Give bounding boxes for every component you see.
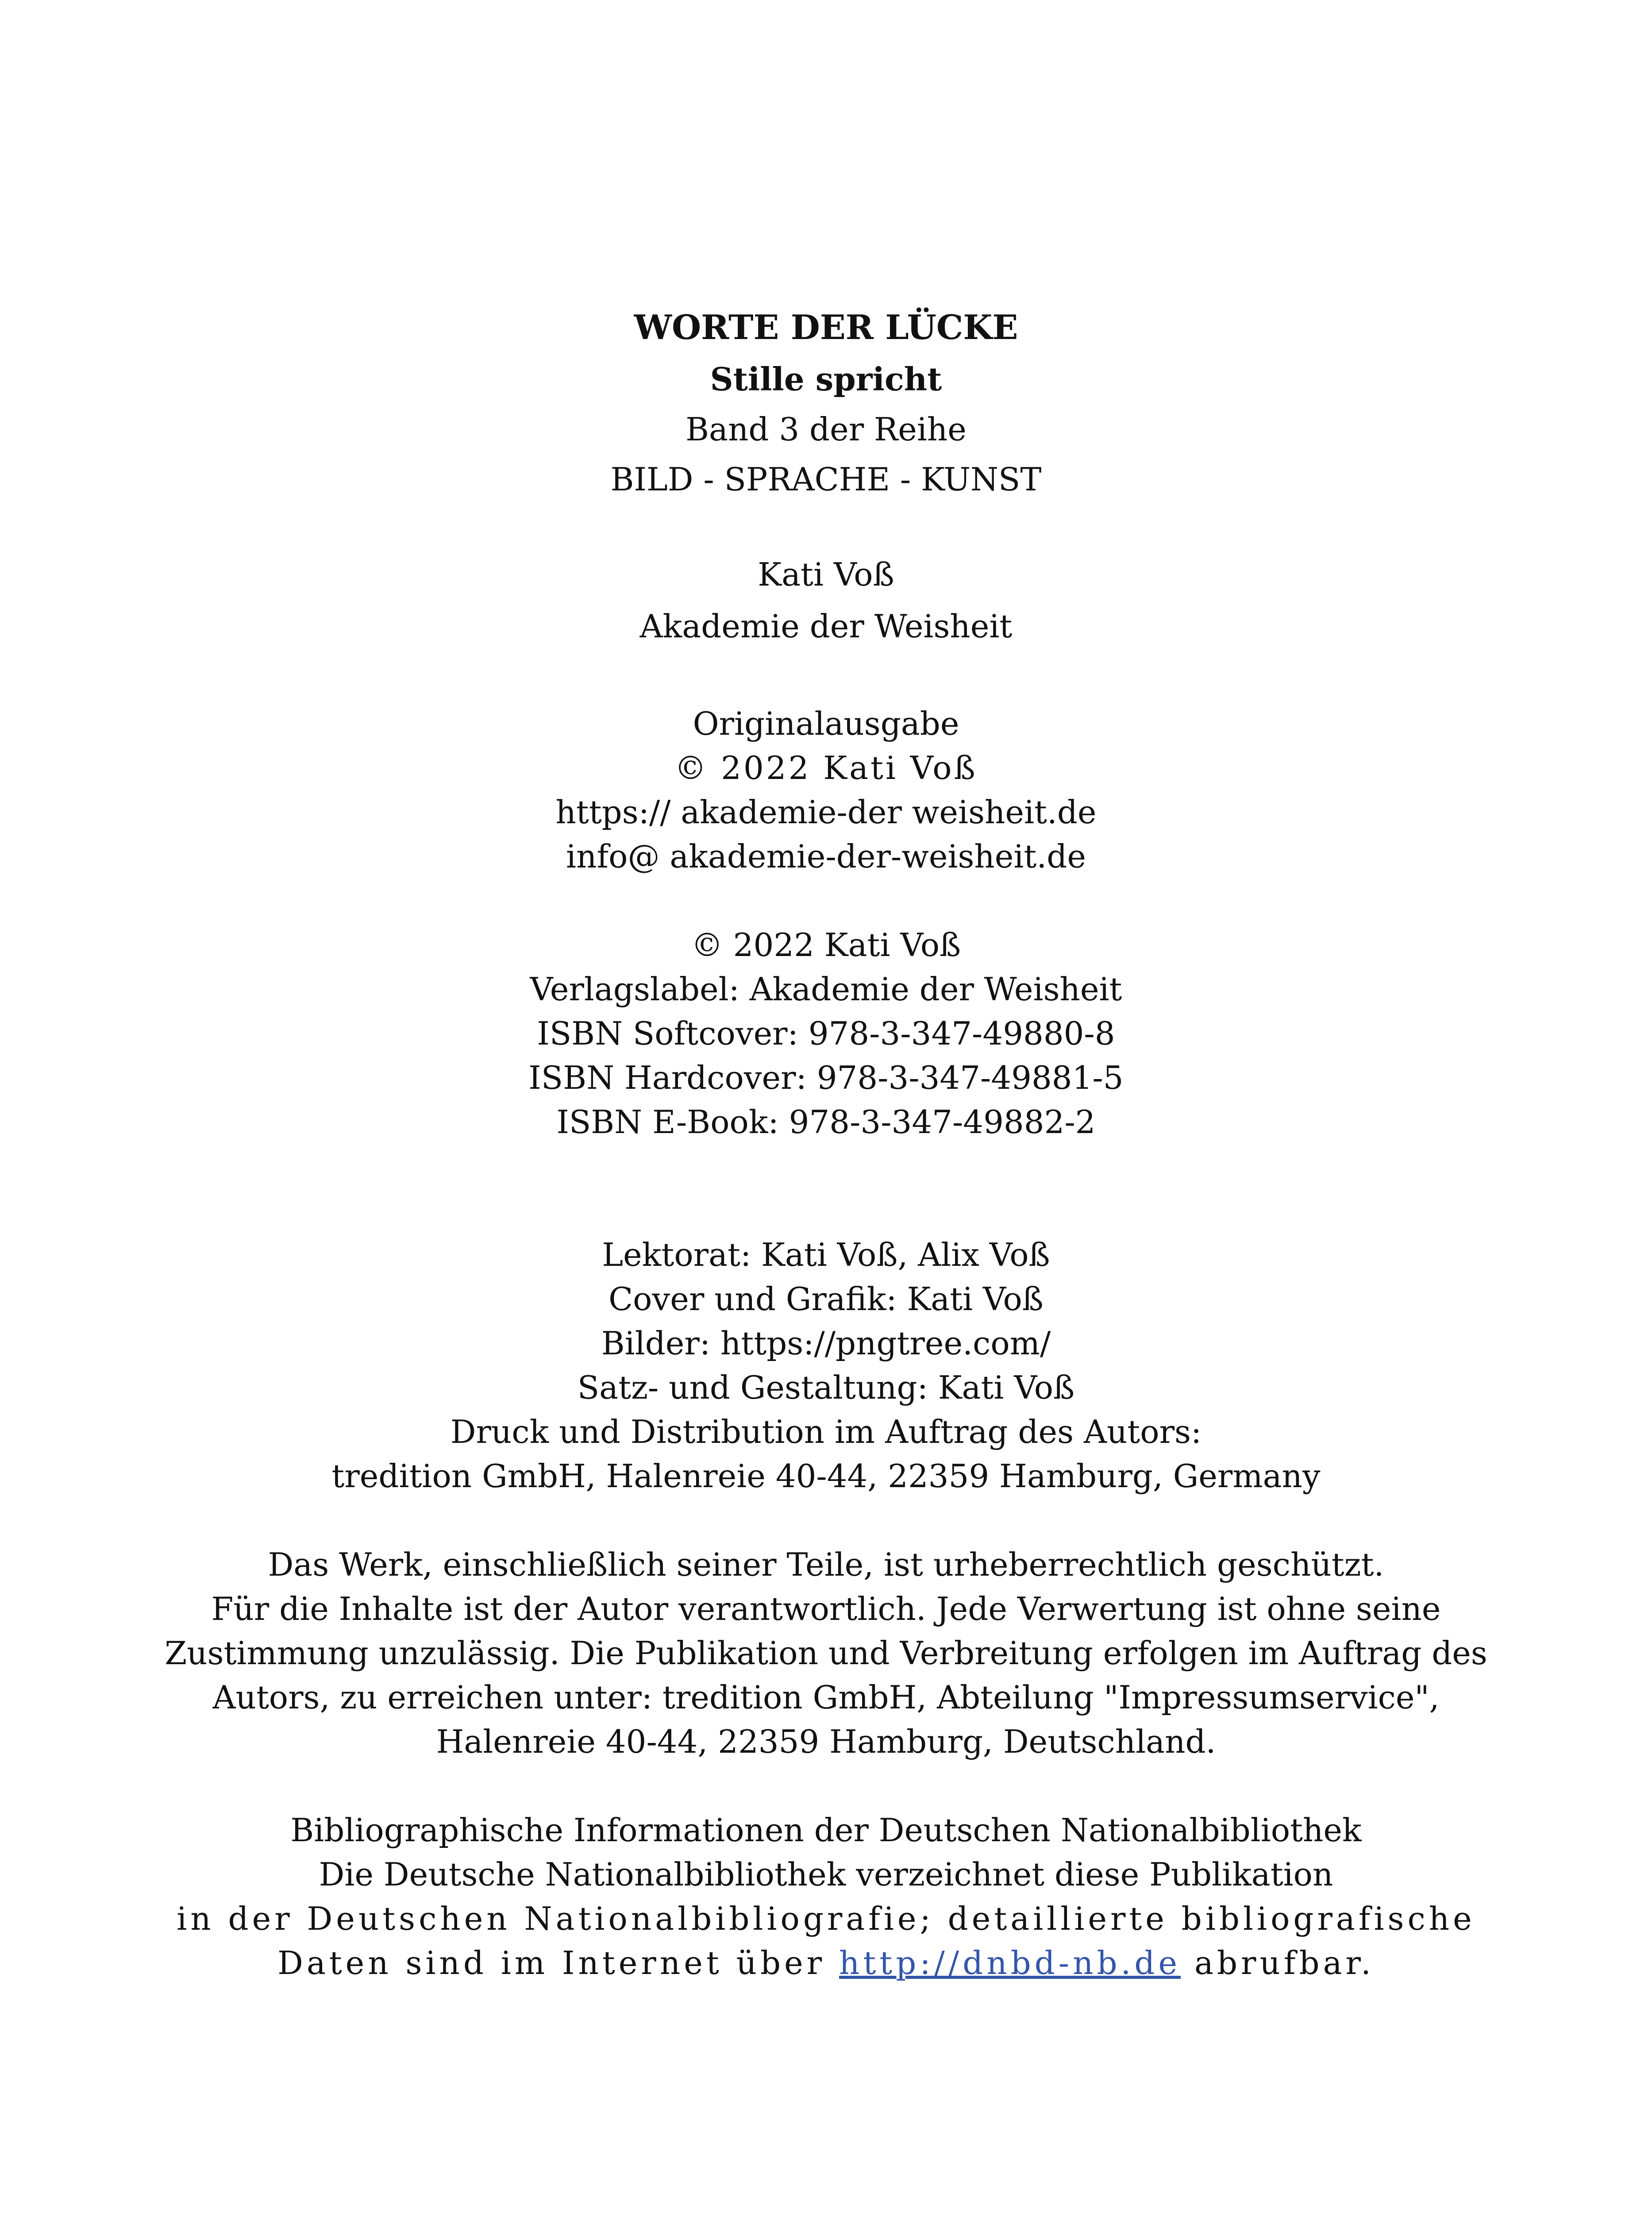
isbn-softcover: ISBN Softcover: 978-3-347-49880-8 <box>537 1015 1115 1052</box>
editing-credit: Lektorat: Kati Voß, Alix Voß <box>602 1236 1050 1273</box>
biblio-line-3: in der Deutschen Nationalbibliografie; detaillierte bibliografische <box>177 1900 1475 1937</box>
publisher-name: Akademie der Weisheit <box>639 608 1013 645</box>
biblio-line-2: Die Deutsche Nationalbibliothek verzeichnet diese Publikation <box>319 1856 1333 1893</box>
dnb-link[interactable]: http://dnbd-nb.de <box>839 1944 1181 1982</box>
legal-line-3: Zustimmung unzulässig. Die Publikation und Verbreitung erfolgen im Auftrag des <box>165 1635 1487 1672</box>
biblio-line-4-suffix: abrufbar. <box>1194 1944 1375 1982</box>
biblio-line-4-prefix: Daten sind im Internet über <box>277 1944 826 1982</box>
publisher-label: Verlagslabel: Akademie der Weisheit <box>530 971 1122 1008</box>
distributor-address: tredition GmbH, Halenreie 40-44, 22359 Hamburg, Germany <box>331 1457 1321 1495</box>
website-address: https:// akademie-der weisheit.de <box>555 794 1097 831</box>
biblio-line-1: Bibliographische Informationen der Deutschen Nationalbibliothek <box>290 1812 1362 1849</box>
isbn-ebook: ISBN E-Book: 978-3-347-49882-2 <box>556 1103 1096 1141</box>
typesetting-credit: Satz- und Gestaltung: Kati Voß <box>577 1369 1075 1406</box>
copyright-notice-2: © 2022 Kati Voß <box>691 926 961 964</box>
cover-credit: Cover und Grafik: Kati Voß <box>608 1280 1044 1318</box>
author-name: Kati Voß <box>758 556 894 593</box>
edition-note: Originalausgabe <box>693 705 959 742</box>
biblio-line-4 <box>0 1941 1652 1985</box>
legal-line-4: Autors, zu erreichen unter: tredition GmbH, Abteilung "Impressumservice", <box>212 1679 1440 1716</box>
book-title: WORTE DER LÜCKE <box>634 308 1018 347</box>
isbn-hardcover: ISBN Hardcover: 978-3-347-49881-5 <box>528 1059 1124 1096</box>
email-address: info@ akademie-der-weisheit.de <box>566 838 1086 875</box>
series-name: BILD - SPRACHE - KUNST <box>610 461 1042 498</box>
legal-line-2: Für die Inhalte ist der Autor verantwortlich. Jede Verwertung ist ohne seine <box>211 1590 1441 1627</box>
series-volume: Band 3 der Reihe <box>685 411 967 448</box>
copyright-notice: © 2022 Kati Voß <box>674 749 978 787</box>
images-credit: Bilder: https://pngtree.com/ <box>601 1325 1051 1362</box>
book-subtitle: Stille spricht <box>710 360 942 398</box>
distribution-note: Druck und Distribution im Auftrag des Autors: <box>450 1413 1202 1450</box>
legal-line-1: Das Werk, einschließlich seiner Teile, ist urheberrechtlich geschützt. <box>268 1546 1384 1583</box>
legal-line-5: Halenreie 40-44, 22359 Hamburg, Deutschland. <box>436 1723 1216 1760</box>
